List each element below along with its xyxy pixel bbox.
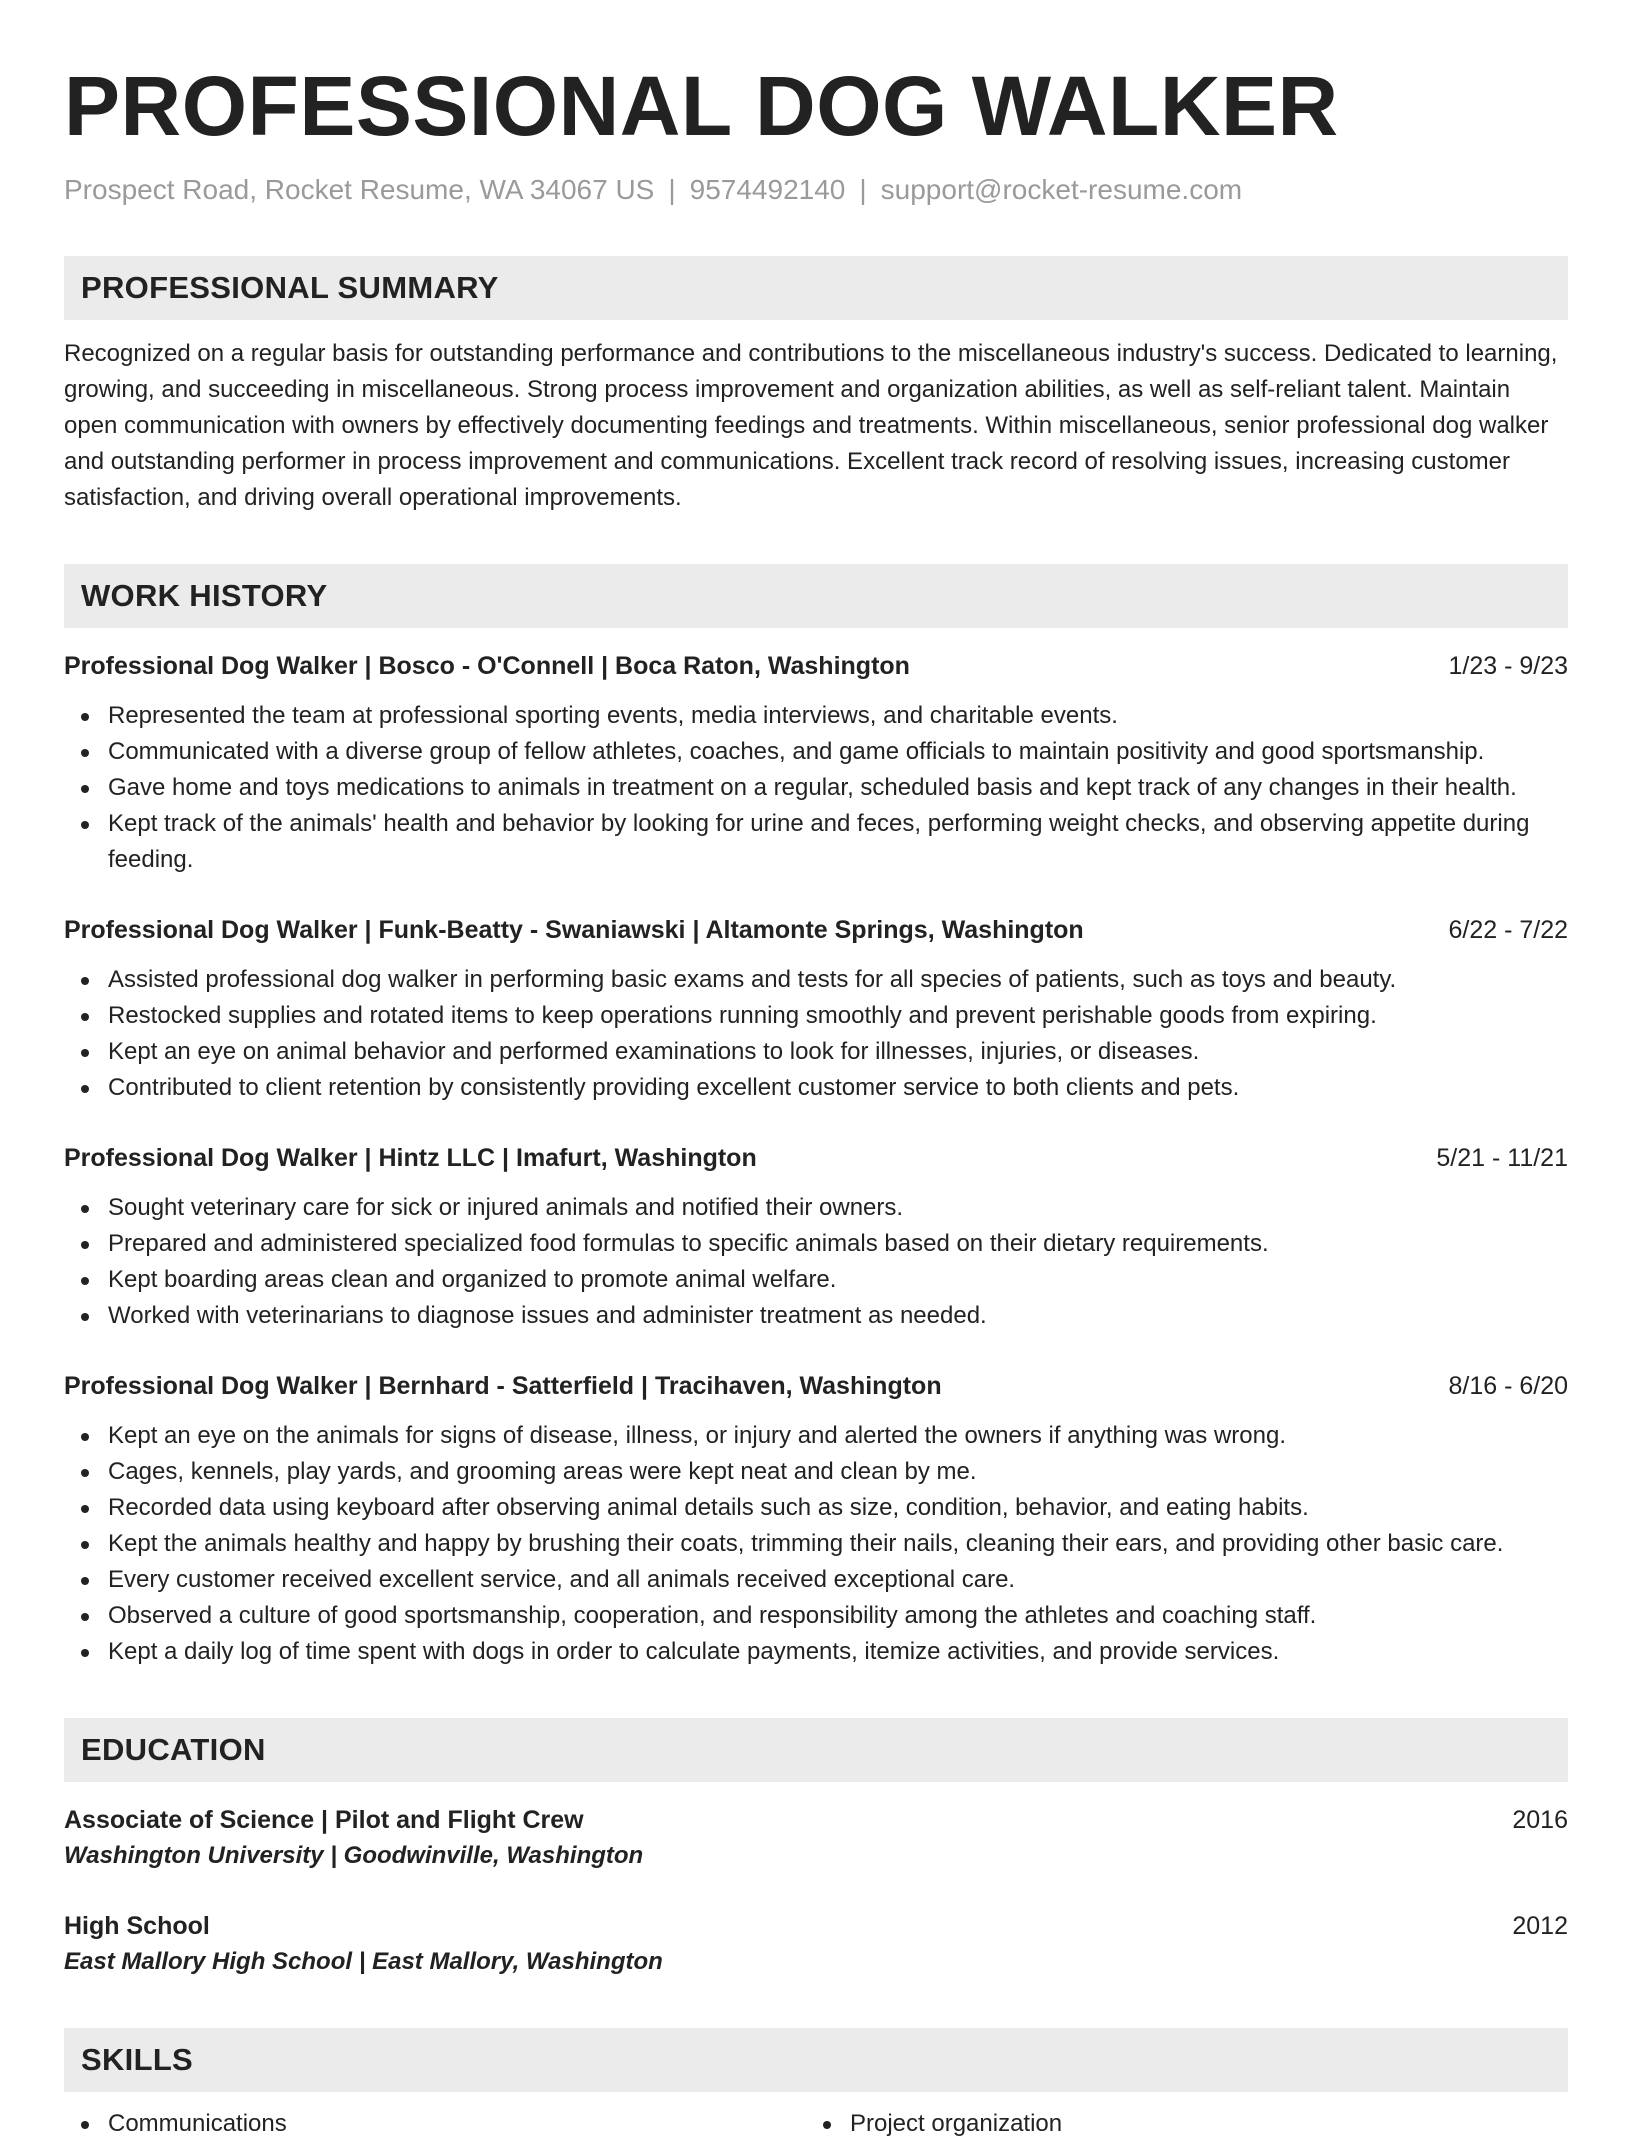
skills-heading: SKILLS (81, 2042, 194, 2077)
contact-email: support@rocket-resume.com (880, 174, 1243, 205)
job-bullets (64, 1418, 1568, 1670)
education-degree: Associate of Science | Pilot and Flight Crew (64, 1806, 584, 1834)
summary-heading: PROFESSIONAL SUMMARY (81, 270, 499, 305)
job-bullet: Gave home and toys medications to animals in treatment on a regular, scheduled basis and kept track of any changes in their health. (108, 770, 1568, 806)
job-dates: 5/21 - 11/21 (1436, 1144, 1568, 1172)
job-bullet: Recorded data using keyboard after observing animal details such as size, condition, behavior, and eating habits. (108, 1490, 1568, 1526)
job-bullet: Represented the team at professional sporting events, media interviews, and charitable events. (108, 698, 1568, 734)
job-bullet: Kept an eye on the animals for signs of disease, illness, or injury and alerted the owners if anything was wrong. (108, 1418, 1568, 1454)
job-entry (64, 648, 1568, 878)
job-bullet: Every customer received excellent service, and all animals received exceptional care. (108, 1562, 1568, 1598)
job-bullet: Kept a daily log of time spent with dogs in order to calculate payments, itemize activities, and provide services. (108, 1634, 1568, 1670)
skill-item: Project organization (850, 2106, 1568, 2142)
job-bullets (64, 962, 1568, 1106)
job-bullet: Worked with veterinarians to diagnose issues and administer treatment as needed. (108, 1298, 1568, 1334)
education-header (64, 1802, 1568, 1838)
education-section-header (64, 1718, 1568, 1782)
job-title: Professional Dog Walker | Hintz LLC | Imafurt, Washington (64, 1144, 757, 1172)
education-school: Washington University | Goodwinville, Washington (64, 1842, 644, 1869)
job-header (64, 1140, 1568, 1176)
job-title: Professional Dog Walker | Funk-Beatty - Swaniawski | Altamonte Springs, Washington (64, 916, 1084, 944)
education-header (64, 1908, 1568, 1944)
education-year: 2012 (1512, 1912, 1568, 1940)
job-bullet: Kept an eye on animal behavior and performed examinations to look for illnesses, injuries, or diseases. (108, 1034, 1568, 1070)
job-bullet: Restocked supplies and rotated items to keep operations running smoothly and prevent perishable goods from expiring. (108, 998, 1568, 1034)
job-bullet: Communicated with a diverse group of fellow athletes, coaches, and game officials to maintain positivity and good sportsmanship. (108, 734, 1568, 770)
job-header (64, 648, 1568, 684)
job-entry (64, 1140, 1568, 1334)
job-bullet: Assisted professional dog walker in performing basic exams and tests for all species of patients, such as toys and beauty. (108, 962, 1568, 998)
summary-text: Recognized on a regular basis for outstanding performance and contributions to the miscellaneous industry's success. Dedicated to learning, growing, and succeeding in miscellaneous. Strong process improvement and organization abilities, as well as self-reliant talent. Maintain open communication with owners by effectively documenting feedings and treatments. Within miscellaneous, senior professional dog walker and outstanding performer in process improvement and communications. Excellent track record of resolving issues, increasing customer satisfaction, and driving overall operational improvements. (64, 340, 1558, 511)
job-bullet: Sought veterinary care for sick or injured animals and notified their owners. (108, 1190, 1568, 1226)
job-header (64, 912, 1568, 948)
skills-column-right (806, 2106, 1568, 2142)
contact-separator: | (668, 174, 676, 205)
skills-grid (64, 2106, 1568, 2142)
skill-item: Communications (108, 2106, 806, 2142)
education-heading: EDUCATION (81, 1732, 266, 1767)
education-entry (64, 1802, 1568, 1874)
job-entry (64, 1368, 1568, 1670)
education-entry (64, 1908, 1568, 1980)
education-degree: High School (64, 1912, 210, 1940)
job-bullets (64, 1190, 1568, 1334)
education-year: 2016 (1512, 1806, 1568, 1834)
contact-line (64, 172, 1568, 208)
job-dates: 8/16 - 6/20 (1448, 1372, 1568, 1400)
job-dates: 6/22 - 7/22 (1448, 916, 1568, 944)
job-bullet: Contributed to client retention by consistently providing excellent customer service to both clients and pets. (108, 1070, 1568, 1106)
job-dates: 1/23 - 9/23 (1448, 652, 1568, 680)
job-title: Professional Dog Walker | Bernhard - Satterfield | Tracihaven, Washington (64, 1372, 942, 1400)
job-bullet: Cages, kennels, play yards, and grooming areas were kept neat and clean by me. (108, 1454, 1568, 1490)
contact-separator: | (859, 174, 867, 205)
contact-phone: 9574492140 (689, 174, 846, 205)
job-bullet: Prepared and administered specialized food formulas to specific animals based on their dietary requirements. (108, 1226, 1568, 1262)
skills-column-left (64, 2106, 806, 2142)
job-bullet: Kept the animals healthy and happy by brushing their coats, trimming their nails, cleaning their ears, and providing other basic care. (108, 1526, 1568, 1562)
job-bullet: Observed a culture of good sportsmanship, cooperation, and responsibility among the athletes and coaching staff. (108, 1598, 1568, 1634)
work-section-header (64, 564, 1568, 628)
job-header (64, 1368, 1568, 1404)
summary-section-header (64, 256, 1568, 320)
job-bullets (64, 698, 1568, 878)
contact-address: Prospect Road, Rocket Resume, WA 34067 US (64, 174, 655, 205)
education-school: East Mallory High School | East Mallory, Washington (64, 1948, 663, 1975)
work-heading: WORK HISTORY (81, 578, 328, 613)
job-title: Professional Dog Walker | Bosco - O'Connell | Boca Raton, Washington (64, 652, 910, 680)
job-bullet: Kept track of the animals' health and behavior by looking for urine and feces, performing weight checks, and observing appetite during feeding. (108, 806, 1568, 878)
job-bullet: Kept boarding areas clean and organized to promote animal welfare. (108, 1262, 1568, 1298)
resume-name: PROFESSIONAL DOG WALKER (64, 59, 1339, 153)
skills-section-header (64, 2028, 1568, 2092)
job-entry (64, 912, 1568, 1106)
